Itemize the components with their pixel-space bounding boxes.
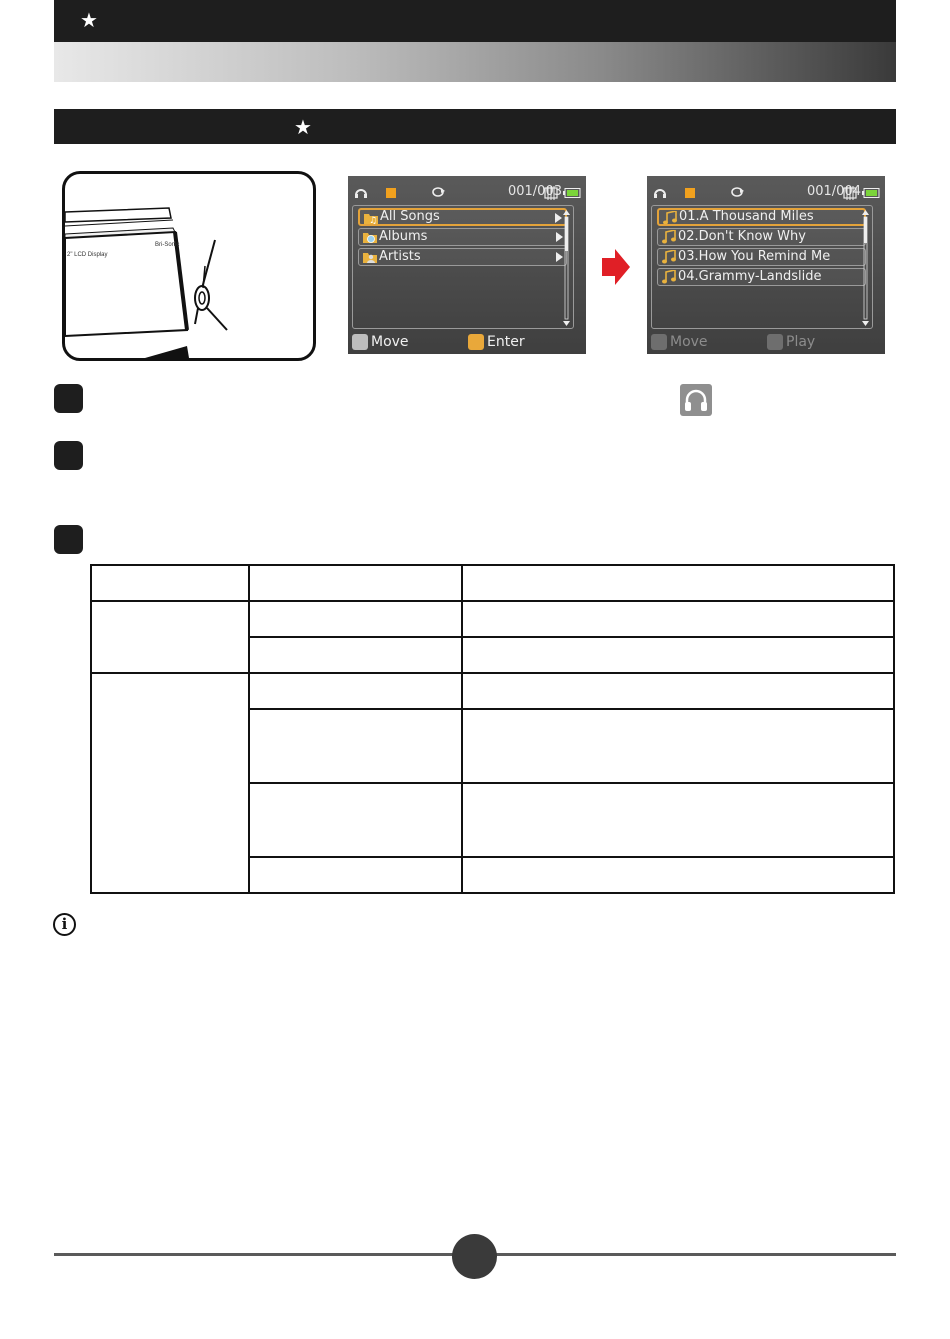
song-title: 02.Don't Know Why	[678, 229, 806, 244]
up-down-key-icon	[651, 334, 667, 350]
info-icon: i	[53, 913, 76, 936]
move-label: Move	[371, 334, 409, 350]
folder-album-icon	[362, 230, 378, 244]
menu-item-label: All Songs	[380, 209, 440, 224]
table-cell	[462, 709, 894, 783]
menu-list	[352, 205, 574, 329]
repeat-icon	[729, 186, 745, 198]
song-item[interactable]	[657, 208, 866, 226]
step-marker-2	[54, 441, 83, 470]
table-row	[91, 601, 894, 637]
play-key-icon	[767, 334, 783, 350]
device-earphone-illustration	[62, 171, 316, 361]
star-icon: ★	[80, 8, 98, 32]
chevron-right-icon	[556, 232, 563, 242]
song-title: 03.How You Remind Me	[678, 249, 831, 264]
song-item[interactable]	[657, 268, 866, 286]
song-item[interactable]	[657, 228, 866, 246]
earphone-jack-drawing	[65, 174, 313, 358]
music-note-icon	[662, 211, 678, 225]
up-down-key-icon	[352, 334, 368, 350]
memory-card-icon	[544, 186, 558, 200]
device-screen-songs	[647, 176, 885, 354]
chevron-right-icon	[556, 252, 563, 262]
menu-item-artists[interactable]	[358, 248, 567, 266]
arrow-right-icon	[602, 249, 630, 285]
stop-icon	[685, 188, 695, 198]
table-cell	[249, 783, 462, 857]
header-gradient-bar	[54, 42, 896, 82]
table-cell	[462, 857, 894, 893]
music-note-icon	[661, 250, 677, 264]
move-label: Move	[670, 334, 708, 350]
status-bar	[348, 176, 586, 206]
music-mode-headphones-icon	[680, 384, 712, 416]
enter-key-icon	[468, 334, 484, 350]
table-cell	[91, 673, 249, 893]
lcd-label: 2" LCD Display	[67, 252, 108, 258]
section-title-bar	[54, 109, 896, 144]
scrollbar[interactable]	[862, 210, 869, 326]
table-cell	[462, 783, 894, 857]
table-row	[91, 673, 894, 709]
menu-item-all-songs[interactable]	[358, 208, 567, 226]
song-item[interactable]	[657, 248, 866, 266]
stop-icon	[386, 188, 396, 198]
repeat-icon	[430, 186, 446, 198]
table-cell	[249, 709, 462, 783]
table-cell	[462, 601, 894, 637]
song-title: 01.A Thousand Miles	[679, 209, 814, 224]
track-counter: 001/004	[806, 184, 861, 199]
step-marker-1	[54, 384, 83, 413]
table-cell	[249, 673, 462, 709]
page-number-badge	[452, 1234, 497, 1279]
controls-table	[90, 564, 895, 894]
table-cell	[249, 637, 462, 673]
screen-footer	[348, 330, 586, 354]
music-note-icon	[661, 270, 677, 284]
play-hint	[767, 334, 815, 350]
battery-icon	[862, 188, 880, 198]
battery-icon	[563, 188, 581, 198]
step-marker-3	[54, 525, 83, 554]
star-icon: ★	[294, 115, 312, 139]
memory-card-icon	[843, 186, 857, 200]
table-cell	[249, 601, 462, 637]
menu-item-label: Albums	[379, 229, 428, 244]
headphones-icon	[653, 185, 667, 199]
enter-hint	[468, 334, 525, 350]
table-cell	[249, 857, 462, 893]
menu-item-albums[interactable]	[358, 228, 567, 246]
music-note-icon	[661, 230, 677, 244]
screen-footer	[647, 330, 885, 354]
status-bar	[647, 176, 885, 206]
move-hint	[651, 334, 708, 350]
brand-label: Bri-Sonic	[155, 242, 180, 248]
header-bar	[54, 0, 896, 42]
table-cell	[462, 565, 894, 601]
table-cell	[462, 673, 894, 709]
svg-text:♫: ♫	[369, 216, 378, 225]
track-counter: 001/003	[507, 184, 562, 199]
headphones-icon	[354, 185, 368, 199]
folder-music-icon	[363, 211, 379, 225]
scrollbar[interactable]	[563, 210, 570, 326]
chevron-right-icon	[555, 213, 562, 223]
headphones-icon	[680, 384, 712, 416]
table-cell	[91, 601, 249, 673]
table-cell	[91, 565, 249, 601]
play-label: Play	[786, 334, 816, 350]
enter-label: Enter	[487, 334, 525, 350]
move-hint	[352, 334, 409, 350]
song-list	[651, 205, 873, 329]
menu-item-label: Artists	[379, 249, 421, 264]
device-screen-menu	[348, 176, 586, 354]
song-title: 04.Grammy-Landslide	[678, 269, 822, 284]
folder-artist-icon	[362, 250, 378, 264]
table-cell	[462, 637, 894, 673]
table-cell	[249, 565, 462, 601]
table-header-row	[91, 565, 894, 601]
